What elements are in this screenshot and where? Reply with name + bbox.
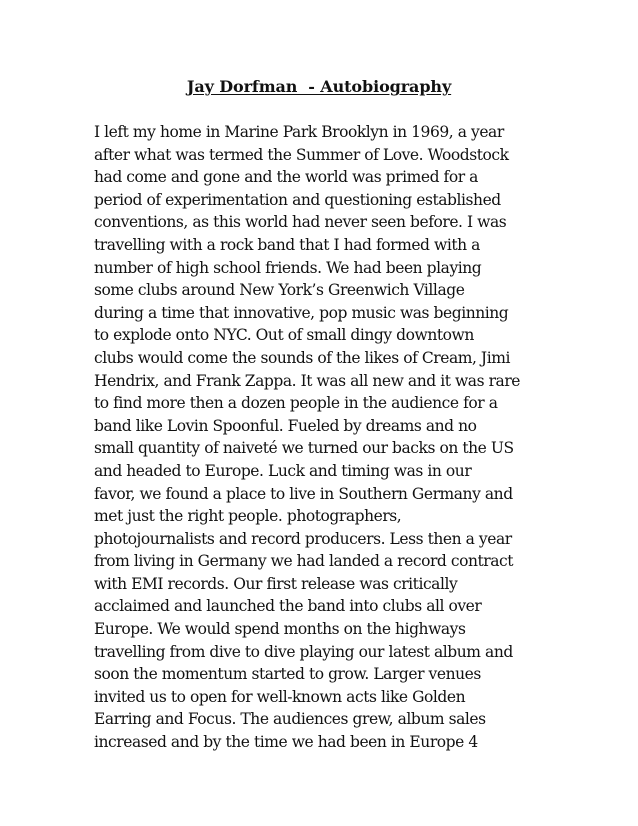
document-title-text: Jay Dorfman - Autobiography — [186, 77, 452, 96]
body-line: period of experimentation and questioning established — [94, 190, 501, 209]
body-line: to explode onto NYC. Out of small dingy downtown — [94, 326, 474, 345]
body-line: from living in Germany we had landed a record contract — [94, 552, 514, 571]
body-line: after what was termed the Summer of Love. Woodstock — [94, 145, 509, 164]
body-line: travelling with a rock band that I had formed with a — [94, 235, 480, 254]
body-line: small quantity of naiveté we turned our backs on the US — [94, 439, 514, 458]
body-line: Europe. We would spend months on the highways — [94, 620, 466, 639]
body-line: travelling from dive to dive playing our latest album and — [94, 642, 513, 661]
body-line: number of high school friends. We had been playing — [94, 258, 482, 277]
body-line: invited us to open for well-known acts like Golden — [94, 687, 466, 706]
body-line: some clubs around New York’s Greenwich Village — [94, 281, 465, 300]
body-line: had come and gone and the world was primed for a — [94, 168, 478, 187]
body-line: during a time that innovative, pop music was beginning — [94, 303, 509, 322]
document-body — [94, 121, 564, 754]
body-line: favor, we found a place to live in Southern Germany and — [94, 484, 513, 503]
body-line: soon the momentum started to grow. Larger venues — [94, 665, 481, 684]
body-line: clubs would come the sounds of the likes of Cream, Jimi — [94, 348, 510, 367]
body-line: acclaimed and launched the band into clubs all over — [94, 597, 482, 616]
document-title — [0, 76, 638, 98]
body-line: increased and by the time we had been in Europe 4 — [94, 733, 478, 752]
body-line: to find more then a dozen people in the audience for a — [94, 394, 498, 413]
body-line: photojournalists and record producers. Less then a year — [94, 529, 512, 548]
body-line: band like Lovin Spoonful. Fueled by dreams and no — [94, 416, 477, 435]
body-line: conventions, as this world had never seen before. I was — [94, 213, 507, 232]
body-line: Earring and Focus. The audiences grew, album sales — [94, 710, 486, 729]
body-line: I left my home in Marine Park Brooklyn in 1969, a year — [94, 123, 504, 141]
body-line: and headed to Europe. Luck and timing was in our — [94, 461, 472, 480]
body-line: Hendrix, and Frank Zappa. It was all new and it was rare — [94, 371, 520, 390]
body-line: met just the right people. photographers, — [94, 507, 402, 526]
body-line: with EMI records. Our first release was critically — [94, 574, 458, 593]
